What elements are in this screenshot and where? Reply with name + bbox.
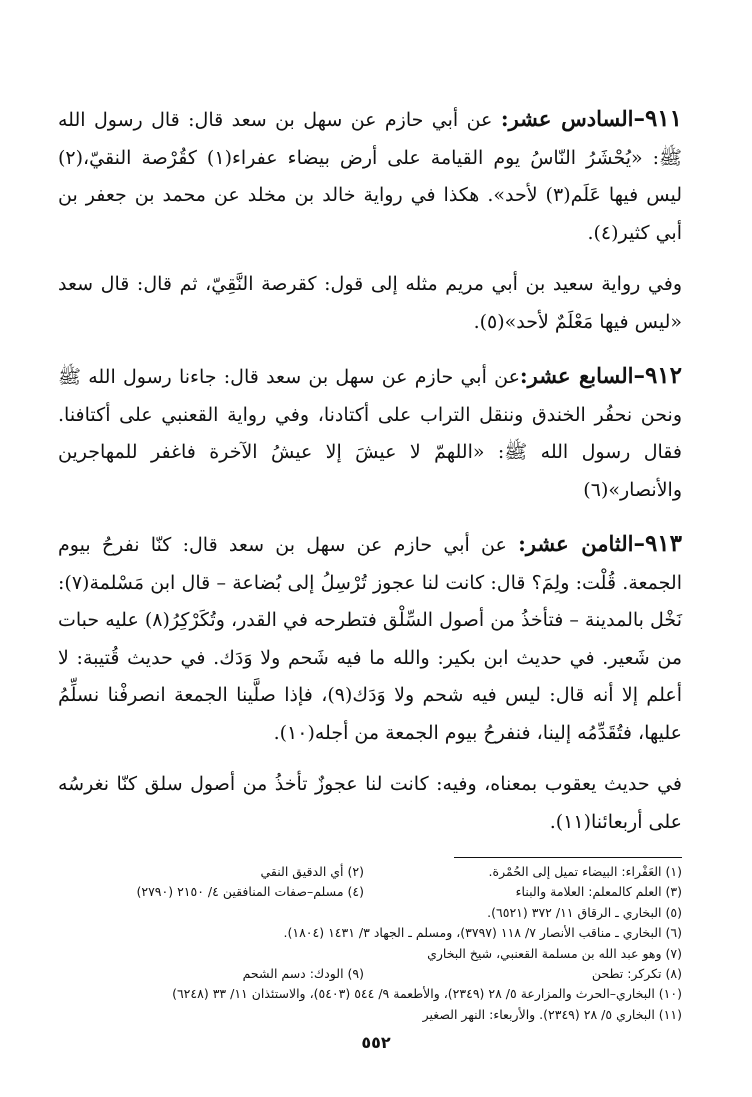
footnote-7: (٧) وهو عبد الله بن مسلمة القعنبي، شيخ البخاري — [427, 945, 682, 961]
footnote-6: (٦) البخاري ـ مناقب الأنصار ٧/ ١١٨ (٣٧٩٧)، ومسلم ـ الجهاد ٣/ ١٤٣١ (١٨٠٤). — [283, 925, 682, 941]
footnote-5: (٥) البخاري ـ الرقاق ١١/ ٣٧٢ (٦٥٢١). — [487, 904, 682, 920]
footnote-2: (٢) أي الدقيق النقي — [260, 864, 364, 879]
footnote-9: (٩) الودك: دسم الشحم — [242, 966, 364, 982]
footnote-3: (٣) العلم كالمعلم: العلامة والبناء — [515, 884, 682, 900]
footnote-11: (١١) البخاري ٥/ ٢٨ (٢٣٤٩). والأربعاء: النهر الصغير — [422, 1006, 682, 1022]
hadith-title: السادس عشر: — [500, 106, 634, 131]
footnote-1: (١) العَفْراء: البيضاء تميل إلى الحُمْرة. — [488, 864, 682, 879]
footnotes — [58, 862, 682, 1025]
hadith-text: عن أبي حازم عن سهل بن سعد قال: جاءنا رسول الله ﷺ ونحن نحفُر الخندق وننقل التراب على أكتادنا، وفي رواية القعنبي على أكتافنا. فقال رسول الله ﷺ: «اللهمّ لا عيشَ إلا عيشُ الآخرة فاغفر للمهاجرين والأنصار»(٦) — [58, 366, 682, 501]
footnote-4: (٤) مسلم–صفات المنافقين ٤/ ٢١٥٠ (٢٧٩٠) — [136, 884, 364, 900]
hadith-911 — [58, 100, 682, 252]
hadith-912 — [58, 357, 682, 509]
footnote-row — [58, 882, 682, 902]
footnote-row — [58, 862, 682, 882]
footnote-separator — [454, 857, 682, 858]
hadith-title: السابع عشر: — [519, 363, 634, 388]
hadith-text: عن أبي حازم عن سهل بن سعد قال: قال رسول الله ﷺ: «يُحْشَرُ النّاسُ يوم القيامة على أرض بيضاء عفراء(١) كقُرْصة النقيّ،(٢) ليس فيها عَلَم(٣) لأحد». هكذا في رواية خالد بن مخلد عن محمد بن جعفر بن أبي كثير(٤). — [58, 109, 683, 244]
page-number: ٥٥٢ — [361, 1033, 391, 1052]
hadith-number: ٩١٣– — [633, 530, 682, 557]
hadith-913-variant: في حديث يعقوب بمعناه، وفيه: كانت لنا عجوزٌ تأخذُ من أصول سلق كنّا نغرسُه على أربعائنا(١١). — [58, 773, 682, 833]
page-body — [58, 100, 682, 1025]
hadith-title: الثامن عشر: — [518, 531, 634, 556]
hadith-911-variant: وفي رواية سعيد بن أبي مريم مثله إلى قول: كقرصة النَّقِيّ، ثم قال: قال سعد «ليس فيها مَعْلَمٌ لأحد»(٥). — [58, 273, 682, 333]
footnote-row — [58, 964, 682, 984]
hadith-913 — [58, 525, 682, 752]
hadith-text: عن أبي حازم عن سهل بن سعد قال: كنّا نفرحُ بيوم الجمعة. قُلْت: ولِمَ؟ قال: كانت لنا عجوز تُرْسِلُ إلى بُضاعة – قال ابن مَسْلمة(٧): نَخْل بالمدينة – فتأخذُ من أصول السِّلْق فتطرحه في القدر، وتُكَرْكِرُ(٨) عليه حبات من شَعير. في حديث ابن بكير: والله ما فيه شَحم ولا وَدَك. في حديث قُتيبة: لا أعلم إلا أنه قال: ليس فيه شحم ولا وَدَك(٩)، فإذا صلَّينا الجمعة انصرفْنا نسلِّمُ عليها، فتُقَدِّمُه إلينا، فنفرحُ بيوم الجمعة من أجله(١٠). — [58, 534, 682, 744]
hadith-number: ٩١٢– — [633, 362, 682, 389]
footnote-8: (٨) تكركر: تطحن — [591, 966, 682, 982]
footnote-10: (١٠) البخاري–الحرث والمزارعة ٥/ ٢٨ (٢٣٤٩)، والأطعمة ٩/ ٥٤٤ (٥٤٠٣)، والاستئذان ١١/ ٣٣ (٦٢٤٨) — [172, 986, 682, 1002]
hadith-number: ٩١١– — [633, 105, 683, 132]
